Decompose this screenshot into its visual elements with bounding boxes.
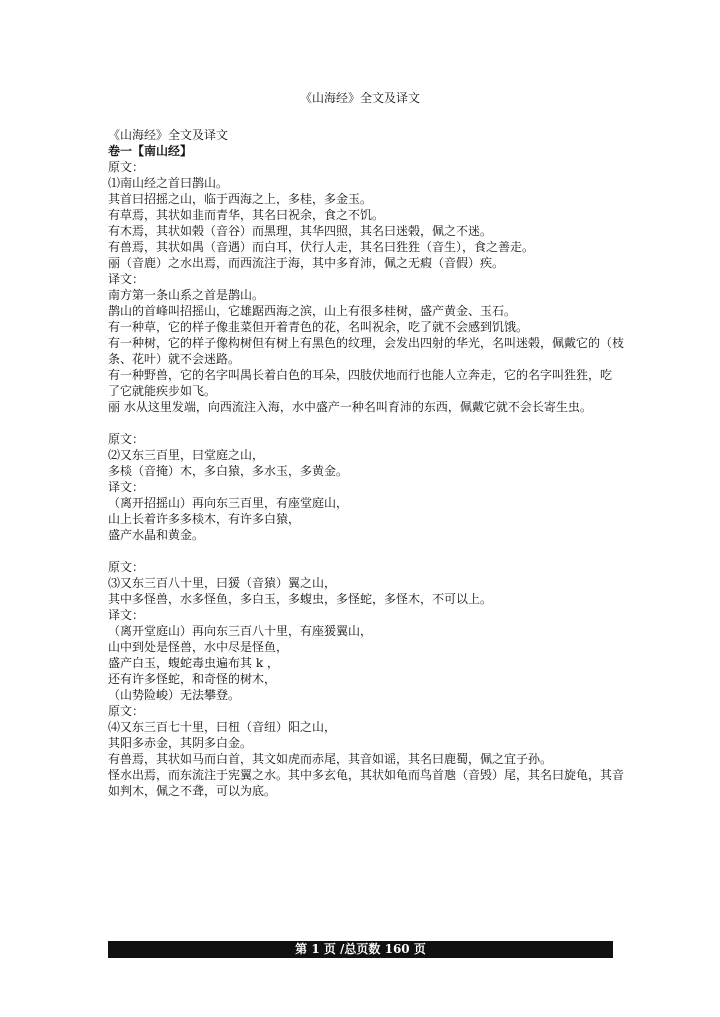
text-line: ⑵又东三百里，曰堂庭之山， (108, 448, 265, 462)
document-body (108, 127, 625, 799)
text-line: 怪水出焉，而东流注于宪翼之水。其中多玄龟，其状如龟而鸟首虺（音毁）尾，其名曰旋龟，其音 (108, 768, 625, 782)
text-line: 丽 水从这里发端，向西流注入海，水中盛产一种名叫育沛的东西，佩戴它就不会长寄生虫。 (108, 400, 592, 414)
text-line: 盛产水晶和黄金。 (108, 528, 205, 542)
text-line: 有一种草，它的样子像韭菜但开着青色的花，名叫祝余，吃了就不会感到饥饿。 (108, 320, 529, 334)
section-gap (108, 415, 618, 431)
text-line: 有一种树，它的样子像构树但有树上有黑色的纹理，会发出四射的华光，名叫迷榖，佩戴它的（枝 (108, 336, 625, 350)
text-line: ⑴南山经之首曰鹊山。 (108, 176, 229, 190)
text-line: 译文： (108, 608, 145, 622)
text-line: 丽（音鹿）之水出焉，而西流注于海，其中多育沛，佩之无瘕（音假）疾。 (108, 256, 505, 270)
text-line: 原文： (108, 560, 145, 574)
text-line: （离开招摇山）再向东三百里，有座堂庭山， (108, 496, 349, 510)
text-line: 条、花叶）就不会迷路。 (108, 352, 241, 366)
text-line: 南方第一条山系之首是鹊山。 (108, 288, 265, 302)
text-line: （山势险峻）无法攀登。 (108, 688, 241, 702)
text-line: ⑷又东三百七十里，曰杻（音纽）阳之山， (108, 720, 337, 734)
text-line: 译文： (108, 272, 145, 286)
text-line: 多棪（音掩）木，多白猿，多水玉，多黄金。 (108, 464, 349, 478)
page-footer: 第 1 页 /总页数 160 页 (108, 941, 613, 958)
text-line: 有兽焉，其状如禺（音遇）而白耳，伏行人走，其名曰狌狌（音生），食之善走。 (108, 240, 535, 254)
text-line: 山上长着许多多棪木，有许多白猿， (108, 512, 301, 526)
text-line: 有草焉，其状如韭而青华，其名曰祝余，食之不饥。 (108, 208, 385, 222)
text-line: 还有许多怪蛇，和奇怪的树木， (108, 672, 277, 686)
text-line: 原文： (108, 704, 145, 718)
text-line: 盛产白玉，蝮蛇毒虫遍布其 k ， (108, 656, 279, 670)
text-line: 其首曰招摇之山，临于西海之上，多桂，多金玉。 (108, 192, 373, 206)
page-title: 《山海经》全文及译文 (299, 91, 420, 105)
text-line: 其阳多赤金，其阴多白金。 (108, 736, 253, 750)
text-line: 其中多怪兽，水多怪鱼，多白玉，多蝮虫，多怪蛇，多怪木，不可以上。 (108, 592, 493, 606)
text-line: 有兽焉，其状如马而白首，其文如虎而赤尾，其音如谣，其名曰鹿蜀，佩之宜子孙。 (108, 752, 553, 766)
text-line: 有木焉，其状如榖（音谷）而黑理，其华四照，其名曰迷榖，佩之不迷。 (108, 224, 493, 238)
text-line: （离开堂庭山）再向东三百八十里，有座猨翼山， (108, 624, 373, 638)
chapter-heading: 卷一【南山经】 (108, 144, 193, 158)
text-line: 了它就能疾步如飞。 (108, 384, 217, 398)
text-line: 如判木，佩之不聋，可以为底。 (108, 784, 277, 798)
text-line: 有一种野兽，它的名字叫禺长着白色的耳朵，四肢伏地而行也能人立奔走，它的名字叫狌狌，吃 (108, 368, 613, 382)
text-line: ⑶又东三百八十里，曰猨（音猿）翼之山， (108, 576, 337, 590)
text-line: 山中到处是怪兽，水中尽是怪鱼， (108, 640, 289, 654)
text-line: 鹊山的首峰叫招摇山，它雄踞西海之滨，山上有很多桂树，盛产黄金、玉石。 (108, 304, 517, 318)
text-line: 《山海经》全文及译文 (108, 128, 229, 142)
text-line: 译文： (108, 480, 145, 494)
section-gap (108, 543, 618, 559)
text-line: 原文： (108, 432, 145, 446)
text-line: 原文： (108, 160, 145, 174)
